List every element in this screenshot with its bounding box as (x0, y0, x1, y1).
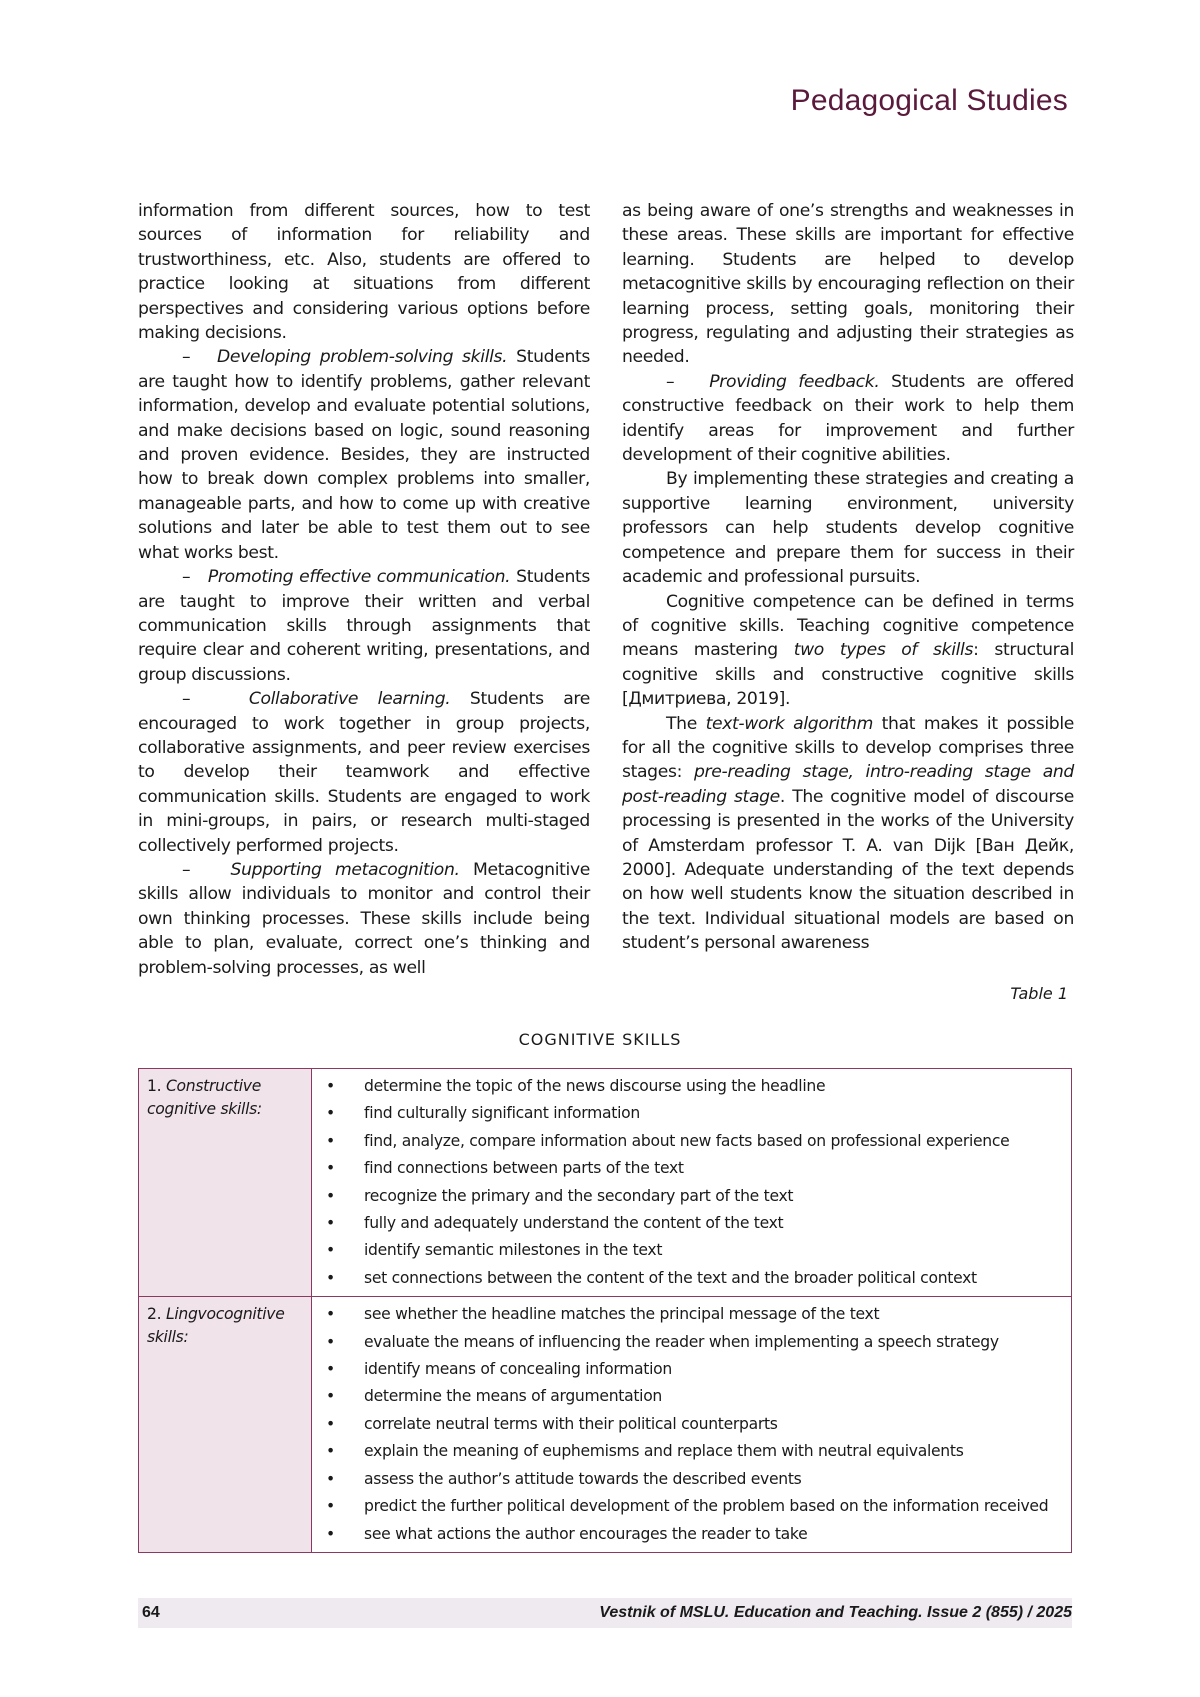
table-title: COGNITIVE SKILLS (518, 1030, 682, 1049)
skill-item: • determine the means of argumentation (326, 1383, 1061, 1410)
lead-term: Providing feedback. (709, 371, 880, 392)
skill-item: • see what actions the author encourages the reader to take (326, 1521, 1061, 1548)
dash: – (182, 347, 191, 368)
left-column (138, 199, 590, 980)
dash: – (182, 859, 191, 880)
lead-term: Developing problem-solving skills. (216, 347, 508, 368)
skill-item: • find connections between parts of the text (326, 1155, 1061, 1182)
text-run: The (666, 713, 706, 734)
paragraph-body: Students are taught to improve their written and verbal communication skills through assignments that require clear and coherent writing, presentations, and group discussions. (138, 567, 590, 685)
text-run: that makes it possible for all the cognitive skills to develop comprises three stages: (622, 713, 1074, 783)
lead-term: Supporting metacognition. (230, 859, 460, 880)
skill-item: • set connections between the content of the text and the broader political context (326, 1265, 1061, 1292)
paragraph-body: Students are offered constructive feedback on their work to help them identify areas for improvement and further development of their cognitive abilities. (622, 371, 1074, 466)
skill-item: • find culturally significant information (326, 1100, 1061, 1127)
category-label: Lingvocognitive skills: (147, 1305, 285, 1347)
skill-item: • recognize the primary and the secondary part of the text (326, 1183, 1061, 1210)
skill-item: • find, analyze, compare information about new facts based on professional experience (326, 1128, 1061, 1155)
journal-citation: Vestnik of MSLU. Education and Teaching. Issue 2 (855) / 2025 (599, 1604, 1072, 1621)
skill-item: • see whether the headline matches the principal message of the text (326, 1301, 1061, 1328)
dash: – (182, 567, 191, 588)
skills-cell (312, 1069, 1072, 1297)
skill-item: • fully and adequately understand the content of the text (326, 1210, 1061, 1237)
skill-item: • predict the further political development of the problem based on the information received (326, 1493, 1061, 1520)
skill-item: • determine the topic of the news discourse using the headline (326, 1073, 1061, 1100)
emphasis: two types of skills (793, 640, 974, 661)
text-run: Cognitive competence can be defined in terms of cognitive skills. Teaching cognitive competence means mastering (622, 591, 1074, 661)
category-label: Constructive cognitive skills: (147, 1077, 262, 1118)
section-title: Pedagogical Studies (790, 84, 1068, 117)
footer-bar (138, 1598, 1072, 1628)
skill-item: • identify means of concealing information (326, 1356, 1061, 1383)
skill-item: • evaluate the means of influencing the reader when implementing a speech strategy (326, 1329, 1061, 1356)
skill-item: • assess the author’s attitude towards the described events (326, 1466, 1061, 1493)
skills-list (326, 1073, 1061, 1292)
text-run: . The cognitive model of discourse processing is presented in the works of the University of Amsterdam professor T. A. van Dijk [Ван Дейк, 2000]. Adequate understanding of the text depends on how well students know the situation described in the text. Individual situational models are based on student’s personal awareness (622, 786, 1074, 954)
skill-item: • identify semantic milestones in the text (326, 1237, 1061, 1264)
paragraph-algorithm (622, 712, 1074, 956)
paragraph-communication (138, 565, 590, 687)
category-cell (139, 1297, 312, 1553)
lead-term: Collaborative learning. (248, 689, 451, 710)
emphasis: pre-reading stage, intro-reading stage and post-reading stage (622, 762, 1074, 807)
dash: – (182, 689, 191, 710)
lead-term: Promoting effective communication. (207, 567, 511, 588)
skills-list (326, 1301, 1061, 1548)
paragraph-feedback (622, 370, 1074, 468)
paragraph-body: Students are taught how to identify problems, gather relevant information, develop and evaluate potential solutions, and make decisions based on logic, sound reasoning and proven evidence. Besides, they are instructed how to break down complex problems into smaller, manageable parts, and how to come up with creative solutions and later be able to test them out to see what works best. (138, 347, 590, 563)
emphasis: text-work algorithm (705, 713, 873, 734)
paragraph: information from different sources, how to test sources of information for reliability and trustworthiness, etc. Also, students are offered to practice looking at situations from different perspectives and considering various options before making decisions. (138, 201, 590, 344)
paragraph-body: Students are encouraged to work together in group projects, collaborative assignments, and peer review exercises to develop their teamwork and effective communication skills. Students are engaged to work in mini-groups, in pairs, or research multi-staged collectively performed projects. (138, 689, 590, 856)
paragraph-collaborative (138, 687, 590, 858)
right-column (622, 199, 1074, 956)
paragraph-metacognition (138, 858, 590, 980)
table-label: Table 1 (1010, 984, 1068, 1003)
skill-item: • explain the meaning of euphemisms and replace them with neutral equivalents (326, 1438, 1061, 1465)
table-row (139, 1069, 1072, 1297)
skills-cell (312, 1297, 1072, 1553)
paragraph: as being aware of one’s strengths and weaknesses in these areas. These skills are important for effective learning. Students are helped to develop metacognitive skills by encouraging reflection on their learning process, setting goals, monitoring their progress, regulating and adjusting their strategies as needed. (622, 201, 1074, 368)
skill-item: • correlate neutral terms with their political counterparts (326, 1411, 1061, 1438)
cognitive-skills-table (138, 1068, 1072, 1553)
text-run: : structural cognitive skills and constructive cognitive skills [Дмитриева, 2019]. (622, 640, 1074, 710)
table-row (139, 1297, 1072, 1553)
paragraph-competence (622, 590, 1074, 712)
category-number: 1. (147, 1077, 166, 1095)
category-cell (139, 1069, 312, 1297)
dash: – (666, 371, 675, 392)
page-number: 64 (142, 1604, 160, 1621)
paragraph-body: Metacognitive skills allow individuals to monitor and control their own thinking processes. These skills include being able to plan, evaluate, correct one’s thinking and problem-solving processes, as well (138, 859, 590, 978)
category-number: 2. (147, 1305, 166, 1324)
paragraph-problem-solving (138, 345, 590, 565)
paragraph: By implementing these strategies and creating a supportive learning environment, university professors can help students develop cognitive competence and prepare them for success in their academic and professional pursuits. (622, 469, 1074, 588)
